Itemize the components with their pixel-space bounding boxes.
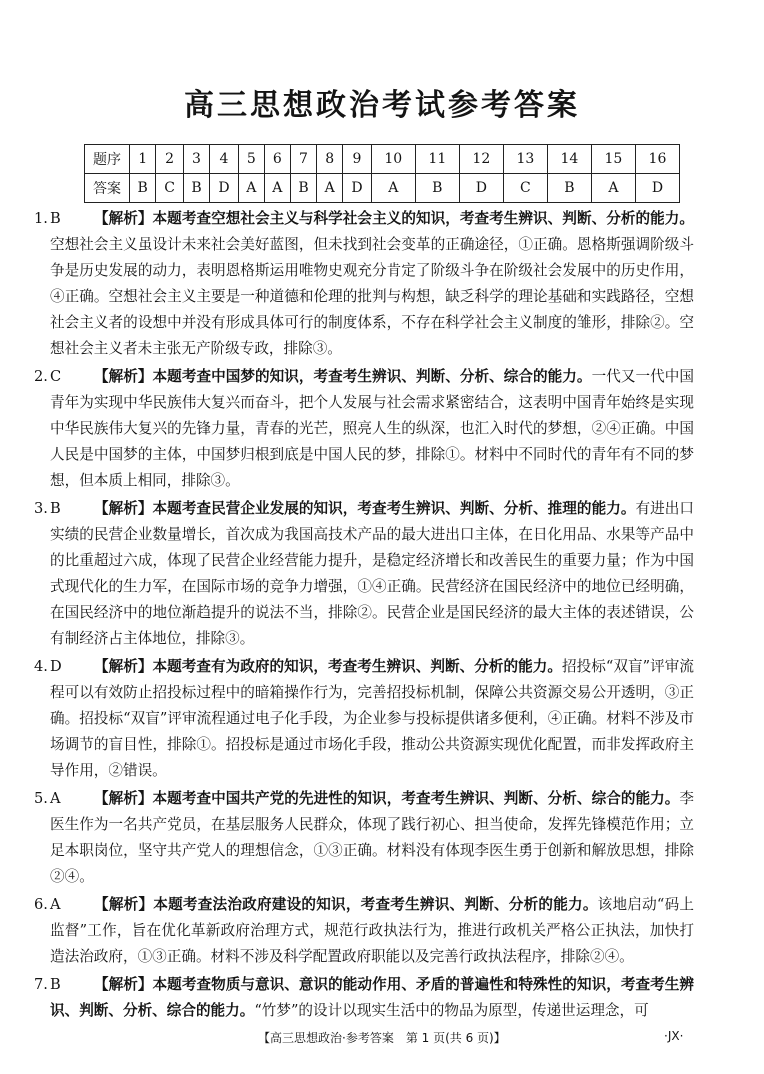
- answer-cell: A: [317, 174, 343, 203]
- question-number-cell: 15: [591, 145, 635, 174]
- analysis-tag: 【解析】: [94, 976, 153, 993]
- question-focus: 本题考查有为政府的知识，考查考生辨识、判断、分析的能力。: [152, 658, 563, 675]
- explanation-text: 有进出口实绩的民营企业数量增长，首次成为我国高技术产品的最大进出口主体，在日化用品、水果等产品中的比重超过六成，体现了民营企业经营能力提升，是稳定经济增长和改善民生的重要力量；作为中国式现代化的生力军，在国际市场的竞争力增强，①④正确。民营经济在国民经济中的地位已经明确，在国民经济中的地位渐趋提升的说法不当，排除②。民营企业是国民经济的最大主体的表述错误，公有制经济占主体地位，排除③。: [50, 500, 694, 647]
- answer-cell: B: [290, 174, 316, 203]
- question-explanation: [0, 972, 764, 1024]
- answer-cell: D: [343, 174, 372, 203]
- answer-explanations: [0, 206, 764, 1026]
- answer-cell: B: [547, 174, 591, 203]
- analysis-tag: 【解析】: [94, 658, 153, 675]
- question-number-cell: 7: [290, 145, 316, 174]
- question-number-cell: 10: [371, 145, 415, 174]
- explanation-text: “竹梦”的设计以现实生活中的物品为原型，传递世运理念，可: [254, 1002, 649, 1019]
- question-number: 4.: [34, 658, 48, 675]
- answer-cell: A: [264, 174, 290, 203]
- question-number-cell: 11: [415, 145, 459, 174]
- question-explanation: [0, 786, 764, 890]
- question-number: 7.: [34, 976, 48, 993]
- question-focus: 本题考查空想社会主义与科学社会主义的知识，考查考生辨识、判断、分析的能力。: [152, 210, 694, 227]
- question-number-row: [85, 145, 680, 174]
- question-focus: 本题考查民营企业发展的知识，考查考生辨识、判断、分析、推理的能力。: [152, 500, 636, 517]
- answer-cell: D: [459, 174, 503, 203]
- question-focus: 本题考查中国共产党的先进性的知识，考查考生辨识、判断、分析、综合的能力。: [152, 790, 680, 807]
- answer-cell: B: [415, 174, 459, 203]
- analysis-tag: 【解析】: [94, 500, 153, 517]
- question-number-cell: 6: [264, 145, 290, 174]
- row-label: 题序: [85, 145, 130, 174]
- row-label: 答案: [85, 174, 130, 203]
- question-explanation: [0, 364, 764, 494]
- answer-cell: A: [238, 174, 264, 203]
- question-number: 3.: [34, 500, 48, 517]
- question-explanation: [0, 654, 764, 784]
- question-number-cell: 9: [343, 145, 372, 174]
- question-answer: D: [50, 658, 62, 675]
- question-number-cell: 16: [635, 145, 679, 174]
- question-number-cell: 3: [183, 145, 209, 174]
- question-number: 6.: [34, 896, 48, 913]
- question-focus: 本题考查中国梦的知识，考查考生辨识、判断、分析、综合的能力。: [152, 368, 592, 385]
- answer-cell: D: [210, 174, 239, 203]
- answer-cell: B: [130, 174, 156, 203]
- page-title: 高三思想政治考试参考答案: [184, 88, 580, 123]
- analysis-tag: 【解析】: [94, 896, 154, 913]
- question-answer: C: [50, 368, 62, 385]
- answer-cell: B: [183, 174, 209, 203]
- question-number-cell: 5: [238, 145, 264, 174]
- answer-cell: C: [503, 174, 547, 203]
- answer-cell: C: [156, 174, 183, 203]
- explanation-text: 李医生作为一名共产党员，在基层服务人民群众，体现了践行初心、担当使命，发挥先锋模范作用；立足本职岗位，坚守共产党人的理想信念，①③正确。材料没有体现李医生勇于创新和解放思想，排除②④。: [50, 790, 694, 885]
- answer-cell: A: [371, 174, 415, 203]
- footer-code: ·JX·: [664, 1029, 684, 1043]
- question-answer: B: [50, 500, 61, 517]
- question-number-cell: 1: [130, 145, 156, 174]
- question-number-cell: 8: [317, 145, 343, 174]
- question-explanation: [0, 496, 764, 652]
- question-number: 2.: [34, 368, 48, 385]
- question-number-cell: 4: [210, 145, 239, 174]
- question-number-cell: 13: [503, 145, 547, 174]
- answer-cell: D: [635, 174, 679, 203]
- question-number-cell: 14: [547, 145, 591, 174]
- question-explanation: [0, 892, 764, 970]
- analysis-tag: 【解析】: [94, 368, 153, 385]
- question-number-cell: 2: [156, 145, 183, 174]
- explanation-text: 招投标“双盲”评审流程可以有效防止招投标过程中的暗箱操作行为，完善招投标机制，保障公共资源交易公开透明，③正确。招投标“双盲”评审流程通过电子化手段，为企业参与投标提供诸多便利，④正确。材料不涉及市场调节的盲目性，排除①。招投标是通过市场化手段，推动公共资源实现优化配置，而非发挥政府主导作用，②错误。: [50, 658, 694, 779]
- question-answer: B: [50, 976, 61, 993]
- question-number-cell: 12: [459, 145, 503, 174]
- question-answer: A: [50, 896, 61, 913]
- answer-cell: A: [591, 174, 635, 203]
- question-explanation: [0, 206, 764, 362]
- question-number: 1.: [34, 210, 48, 227]
- footer-page-info: 【高三思想政治·参考答案 第 1 页(共 6 页)】: [258, 1031, 506, 1045]
- question-focus: 本题考查物质与意识、意识的能动作用、矛盾的普遍性和特殊性的知识，考查考生辨识、判断、分析、综合的能力。: [50, 976, 694, 1019]
- explanation-text: 一代又一代中国青年为实现中华民族伟大复兴而奋斗，把个人发展与社会需求紧密结合，这表明中国青年始终是实现中华民族伟大复兴的先锋力量，青春的光芒，照亮人生的纵深，也汇入时代的梦想，②④正确。中国人民是中国梦的主体，中国梦归根到底是中国人民的梦，排除①。材料中不同时代的青年有不同的梦想，但本质上相同，排除③。: [50, 368, 694, 489]
- question-answer: B: [50, 210, 61, 227]
- analysis-tag: 【解析】: [94, 790, 153, 807]
- answer-row: [85, 174, 680, 203]
- question-focus: 本题考查法治政府建设的知识，考查考生辨识、判断、分析的能力。: [153, 896, 598, 913]
- explanation-text: 该地启动“码上监督”工作，旨在优化革新政府治理方式，规范行政执法行为，推进行政机关严格公正执法，加快打造法治政府，①③正确。材料不涉及科学配置政府职能以及完善行政执法程序，排除②④。: [50, 896, 694, 965]
- question-answer: A: [50, 790, 61, 807]
- question-number: 5.: [34, 790, 48, 807]
- analysis-tag: 【解析】: [94, 210, 153, 227]
- explanation-text: 空想社会主义虽设计未来社会美好蓝图，但未找到社会变革的正确途径，①正确。恩格斯强调阶级斗争是历史发展的动力，表明恩格斯运用唯物史观充分肯定了阶级斗争在阶级社会发展中的历史作用，④正确。空想社会主义主要是一种道德和伦理的批判与构想，缺乏科学的理论基础和实践路径，空想社会主义者的设想中并没有形成具体可行的制度体系，不存在科学社会主义制度的雏形，排除②。空想社会主义者未主张无产阶级专政，排除③。: [50, 236, 694, 357]
- answer-table: [84, 144, 680, 203]
